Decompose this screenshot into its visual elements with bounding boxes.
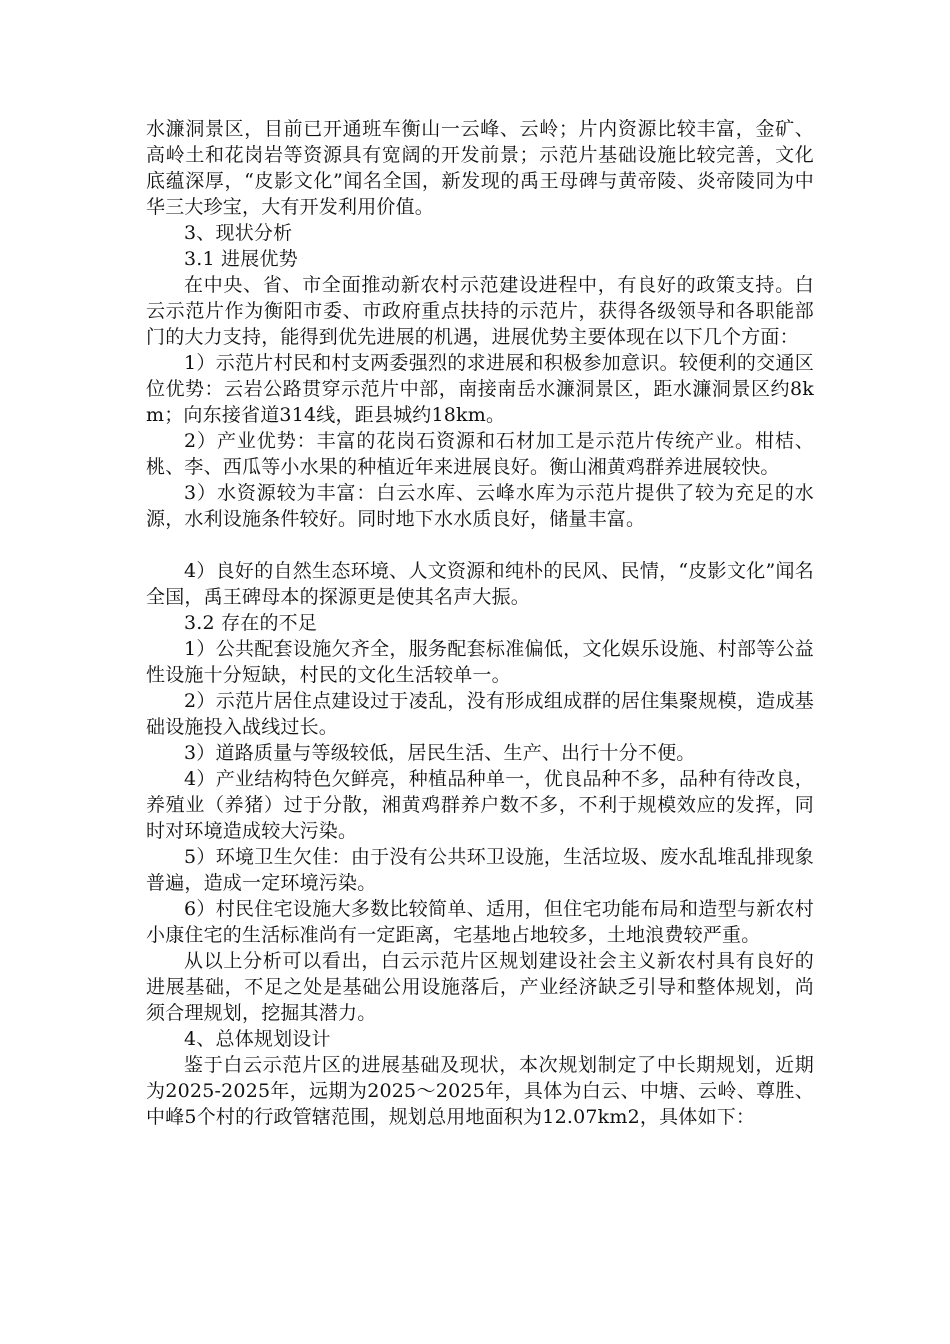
paragraph-advantage-4: 4）良好的自然生态环境、人文资源和纯朴的民风、民情，“皮影文化”闻名全国，禹王碑母本的探源更是使其名声大振。 [146, 560, 814, 608]
heading-status-analysis: 3、现状分析 [184, 222, 293, 244]
document-body [146, 116, 814, 1130]
subheading-advantages: 3.1 进展优势 [184, 248, 298, 270]
paragraph-shortcoming-3: 3）道路质量与等级较低，居民生活、生产、出行十分不便。 [184, 742, 696, 764]
paragraph-shortcoming-2: 2）示范片居住点建设过于凌乱，没有形成组成群的居住集聚规模，造成基础设施投入战线过长。 [146, 690, 814, 738]
paragraph-shortcoming-4: 4）产业结构特色欠鲜亮，种植品种单一，优良品种不多，品种有待改良，养殖业（养猪）过于分散，湘黄鸡群养户数不多，不利于规模效应的发挥，同时对环境造成较大污染。 [146, 768, 814, 842]
paragraph-advantage-2: 2）产业优势：丰富的花岗石资源和石材加工是示范片传统产业。柑桔、桃、李、西瓜等小水果的种植近年来进展良好。衡山湘黄鸡群养进展较快。 [146, 430, 814, 478]
heading-overall-planning: 4、总体规划设计 [184, 1028, 331, 1050]
paragraph-advantage-3: 3）水资源较为丰富：白云水库、云峰水库为示范片提供了较为充足的水源，水利设施条件较好。同时地下水水质良好，储量丰富。 [146, 482, 814, 530]
subheading-shortcomings: 3.2 存在的不足 [184, 612, 318, 634]
paragraph-intro: 水濂洞景区，目前已开通班车衡山一云峰、云岭；片内资源比较丰富，金矿、高岭土和花岗岩等资源具有宽阔的开发前景；示范片基础设施比较完善，文化底蕴深厚，“皮影文化”闻名全国，新发现的禹王母碑与黄帝陵、炎帝陵同为中华三大珍宝，大有开发利用价值。 [146, 118, 814, 218]
paragraph-shortcoming-6: 6）村民住宅设施大多数比较简单、适用，但住宅功能布局和造型与新农村小康住宅的生活标准尚有一定距离，宅基地占地较多，土地浪费较严重。 [146, 898, 814, 946]
paragraph-analysis-summary: 从以上分析可以看出，白云示范片区规划建设社会主义新农村具有良好的进展基础，不足之处是基础公用设施落后，产业经济缺乏引导和整体规划，尚须合理规划，挖掘其潜力。 [146, 950, 814, 1024]
paragraph-shortcoming-1: 1）公共配套设施欠齐全，服务配套标准偏低，文化娱乐设施、村部等公益性设施十分短缺，村民的文化生活较单一。 [146, 638, 814, 686]
paragraph-planning-scope: 鉴于白云示范片区的进展基础及现状，本次规划制定了中长期规划，近期为2025-2025年，远期为2025～2025年，具体为白云、中塘、云岭、尊胜、中峰5个村的行政管辖范围，规划总用地面积为12.07km2，具体如下： [146, 1054, 814, 1128]
paragraph-shortcoming-5: 5）环境卫生欠佳：由于没有公共环卫设施，生活垃圾、废水乱堆乱排现象普遍，造成一定环境污染。 [146, 846, 814, 894]
paragraph-advantage-1: 1）示范片村民和村支两委强烈的求进展和积极参加意识。较便利的交通区位优势：云岩公路贯穿示范片中部，南接南岳水濂洞景区，距水濂洞景区约8km；向东接省道314线，距县城约18km。 [146, 352, 814, 426]
blank-line [146, 532, 814, 558]
paragraph-advantages-intro: 在中央、省、市全面推动新农村示范建设进程中，有良好的政策支持。白云示范片作为衡阳市委、市政府重点扶持的示范片，获得各级领导和各职能部门的大力支持，能得到优先进展的机遇，进展优势主要体现在以下几个方面： [146, 274, 814, 348]
